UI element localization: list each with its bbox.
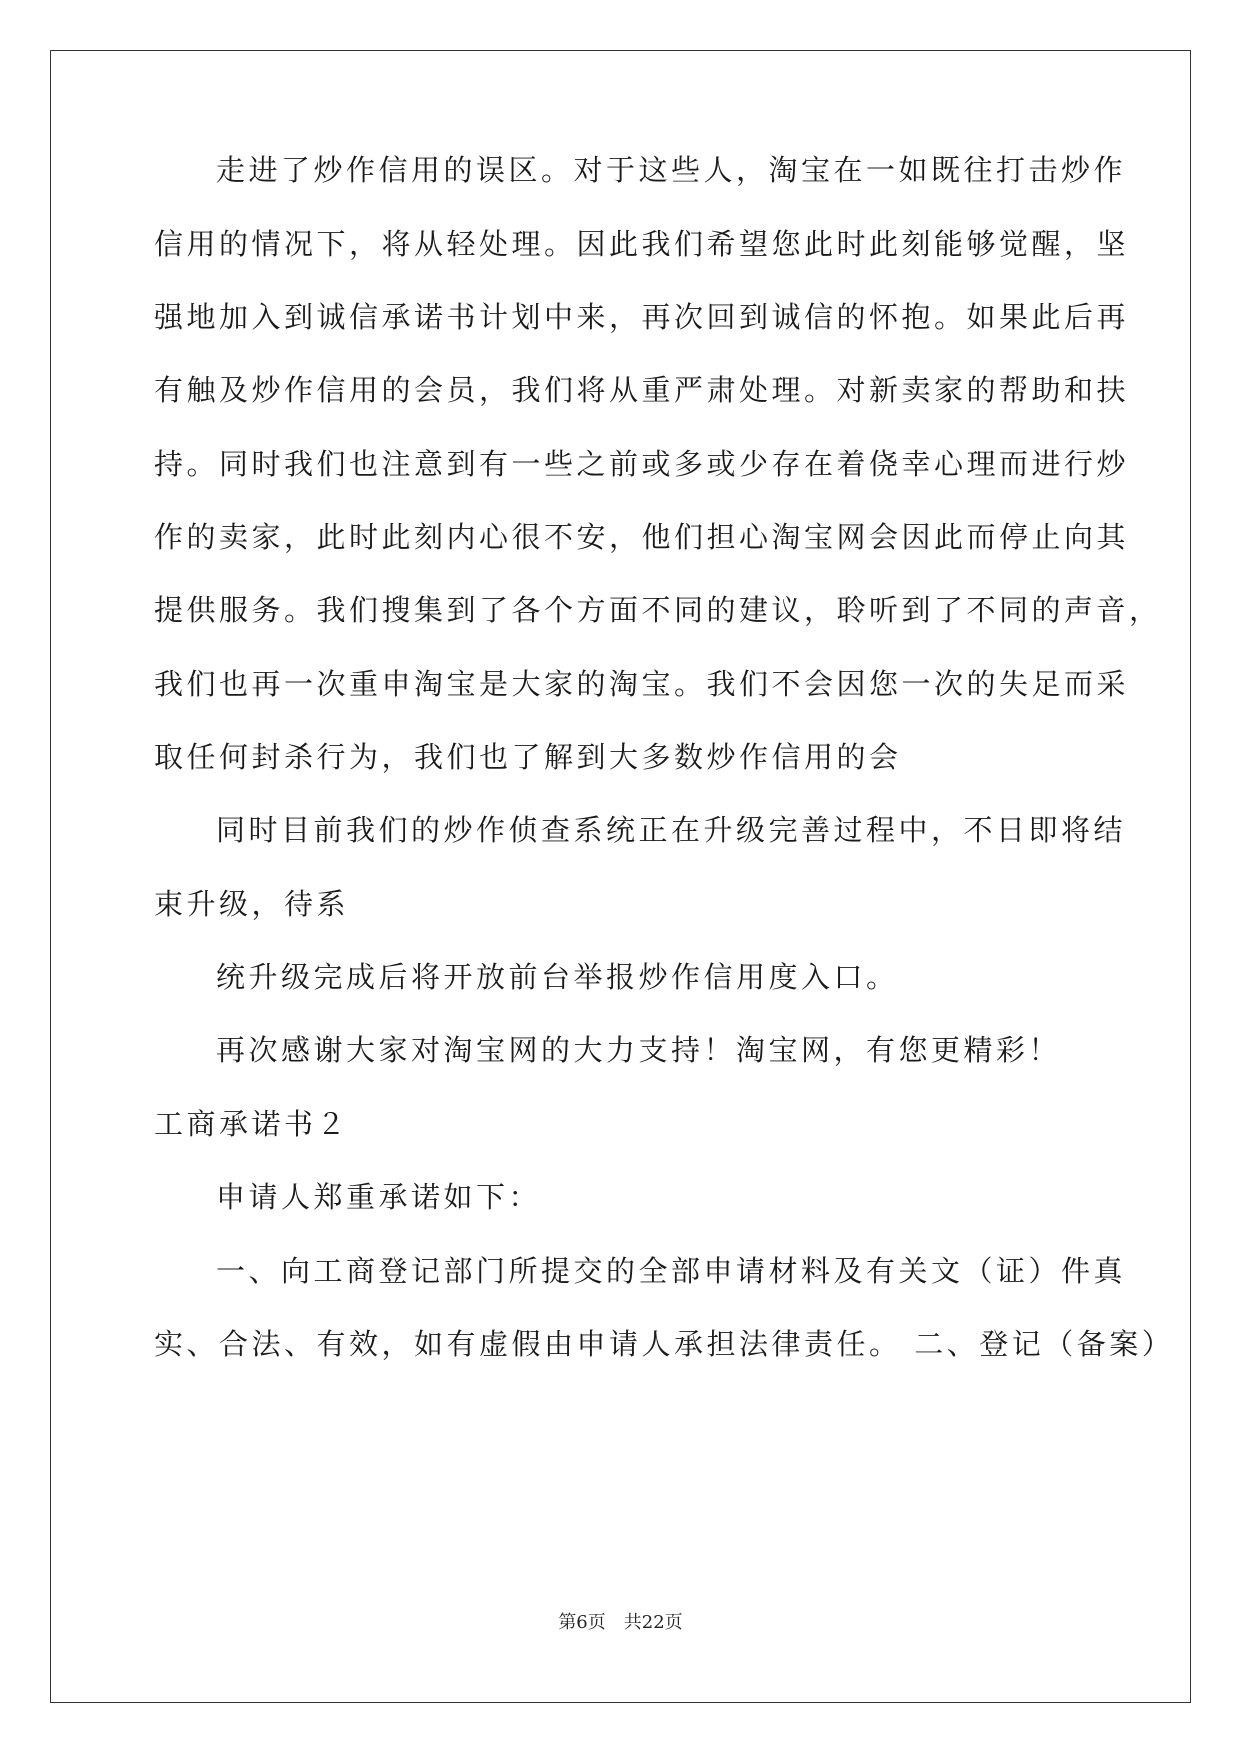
text-line: 同时目前我们的炒作侦查系统正在升级完善过程中，不日即将结 bbox=[216, 813, 1127, 847]
page-number-footer: 第6页 共22页 bbox=[558, 1612, 683, 1633]
text-line: 信用的情况下，将从轻处理。因此我们希望您此时此刻能够觉醒，坚 bbox=[154, 227, 1130, 261]
text-line: 实、合法、有效，如有虚假由申请人承担法律责任。 二、登记（备案） bbox=[154, 1327, 1175, 1361]
text-line: 束升级，待系 bbox=[154, 887, 350, 921]
text-line: 取任何封杀行为，我们也了解到大多数炒作信用的会 bbox=[154, 740, 902, 774]
text-line: 一、向工商登记部门所提交的全部申请材料及有关文（证）件真 bbox=[216, 1254, 1127, 1288]
text-line: 强地加入到诚信承诺书计划中来，再次回到诚信的怀抱。如果此后再 bbox=[154, 300, 1130, 334]
text-line: 统升级完成后将开放前台举报炒作信用度入口。 bbox=[216, 960, 899, 994]
page-border bbox=[50, 50, 1191, 1703]
section-heading: 工商承诺书２ bbox=[154, 1107, 350, 1141]
text-line: 走进了炒作信用的误区。对于这些人，淘宝在一如既往打击炒作 bbox=[216, 153, 1127, 187]
text-line: 再次感谢大家对淘宝网的大力支持！淘宝网，有您更精彩！ bbox=[216, 1033, 1062, 1067]
text-line: 我们也再一次重申淘宝是大家的淘宝。我们不会因您一次的失足而采 bbox=[154, 667, 1130, 701]
text-line: 申请人郑重承诺如下： bbox=[216, 1180, 542, 1214]
text-line: 作的卖家，此时此刻内心很不安，他们担心淘宝网会因此而停止向其 bbox=[154, 520, 1130, 554]
text-line: 有触及炒作信用的会员，我们将从重严肃处理。对新卖家的帮助和扶 bbox=[154, 373, 1130, 407]
text-line: 提供服务。我们搜集到了各个方面不同的建议，聆听到了不同的声音， bbox=[154, 593, 1162, 627]
text-line: 持。同时我们也注意到有一些之前或多或少存在着侥幸心理而进行炒 bbox=[154, 447, 1130, 481]
